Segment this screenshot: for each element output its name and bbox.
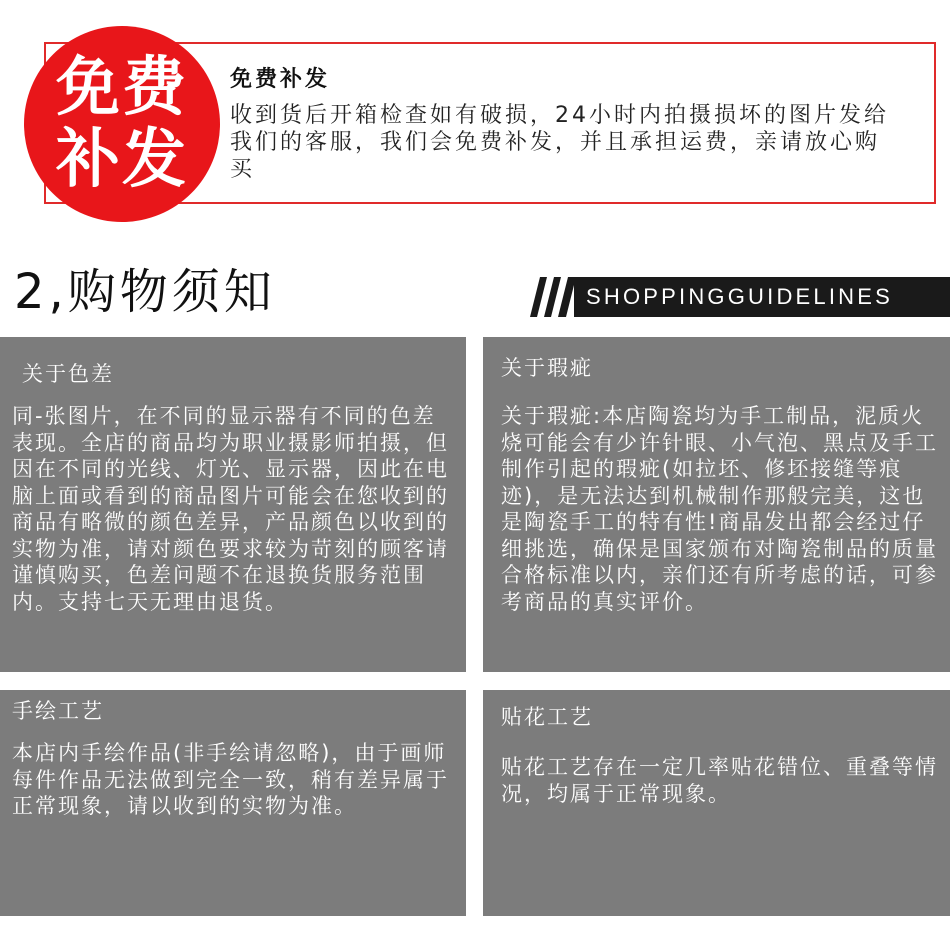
- section-subtitle-bar: SHOPPINGGUIDELINES: [574, 277, 950, 317]
- card-flaws: [483, 337, 950, 672]
- badge-line-1: 免费: [56, 51, 188, 125]
- card-hand-painted: [0, 690, 466, 916]
- card-title: 手绘工艺: [12, 699, 104, 723]
- card-title: 贴花工艺: [501, 705, 593, 729]
- card-body: 同-张图片，在不同的显示器有不同的色差表现。全店的商品均为职业摄影师拍摄，但因在不同的光线、灯光、显示器，因此在电脑上面或看到的商品图片可能会在您收到的商品有略微的颜色差异，产品颜色以收到的实物为准，请对颜色要求较为苛刻的顾客请谨慎购买，色差问题不在退换货服务范围内。支持七天无理由退货。: [12, 404, 449, 614]
- slashes-decoration: [530, 277, 576, 317]
- card-body: 本店内手绘作品(非手绘请忽略)，由于画师每件作品无法做到完全一致，稍有差异属于正常现象，请以收到的实物为准。: [12, 741, 449, 818]
- card-body: 贴花工艺存在一定几率贴花错位、重叠等情况，均属于正常现象。: [501, 755, 938, 806]
- card-decal: [483, 690, 950, 916]
- section-title: 2,购物须知: [14, 264, 276, 320]
- card-body: 关于瑕疵:本店陶瓷均为手工制品，泥质火烧可能会有少许针眼、小气泡、黑点及手工制作引起的瑕疵(如拉坯、修坯接缝等痕迹)，是无法达到机械制作那般完美，这也是陶瓷手工的特有性!商晶发出都会经过仔细挑选，确保是国家颁布对陶瓷制品的质量合格标准以内，亲们还有所考虑的话，可参考商品的真实评价。: [501, 404, 938, 614]
- card-title: 关于瑕疵: [501, 356, 593, 380]
- card-title: 关于色差: [22, 362, 114, 386]
- card-color-difference: [0, 337, 466, 672]
- badge-line-2: 补发: [56, 123, 188, 197]
- reship-title: 免费补发: [230, 67, 331, 92]
- free-reship-badge: [24, 26, 220, 222]
- reship-body: 收到货后开箱检查如有破损，24小时内拍摄损坏的图片发给我们的客服，我们会免费补发，并且承担运费，亲请放心购买: [230, 103, 889, 182]
